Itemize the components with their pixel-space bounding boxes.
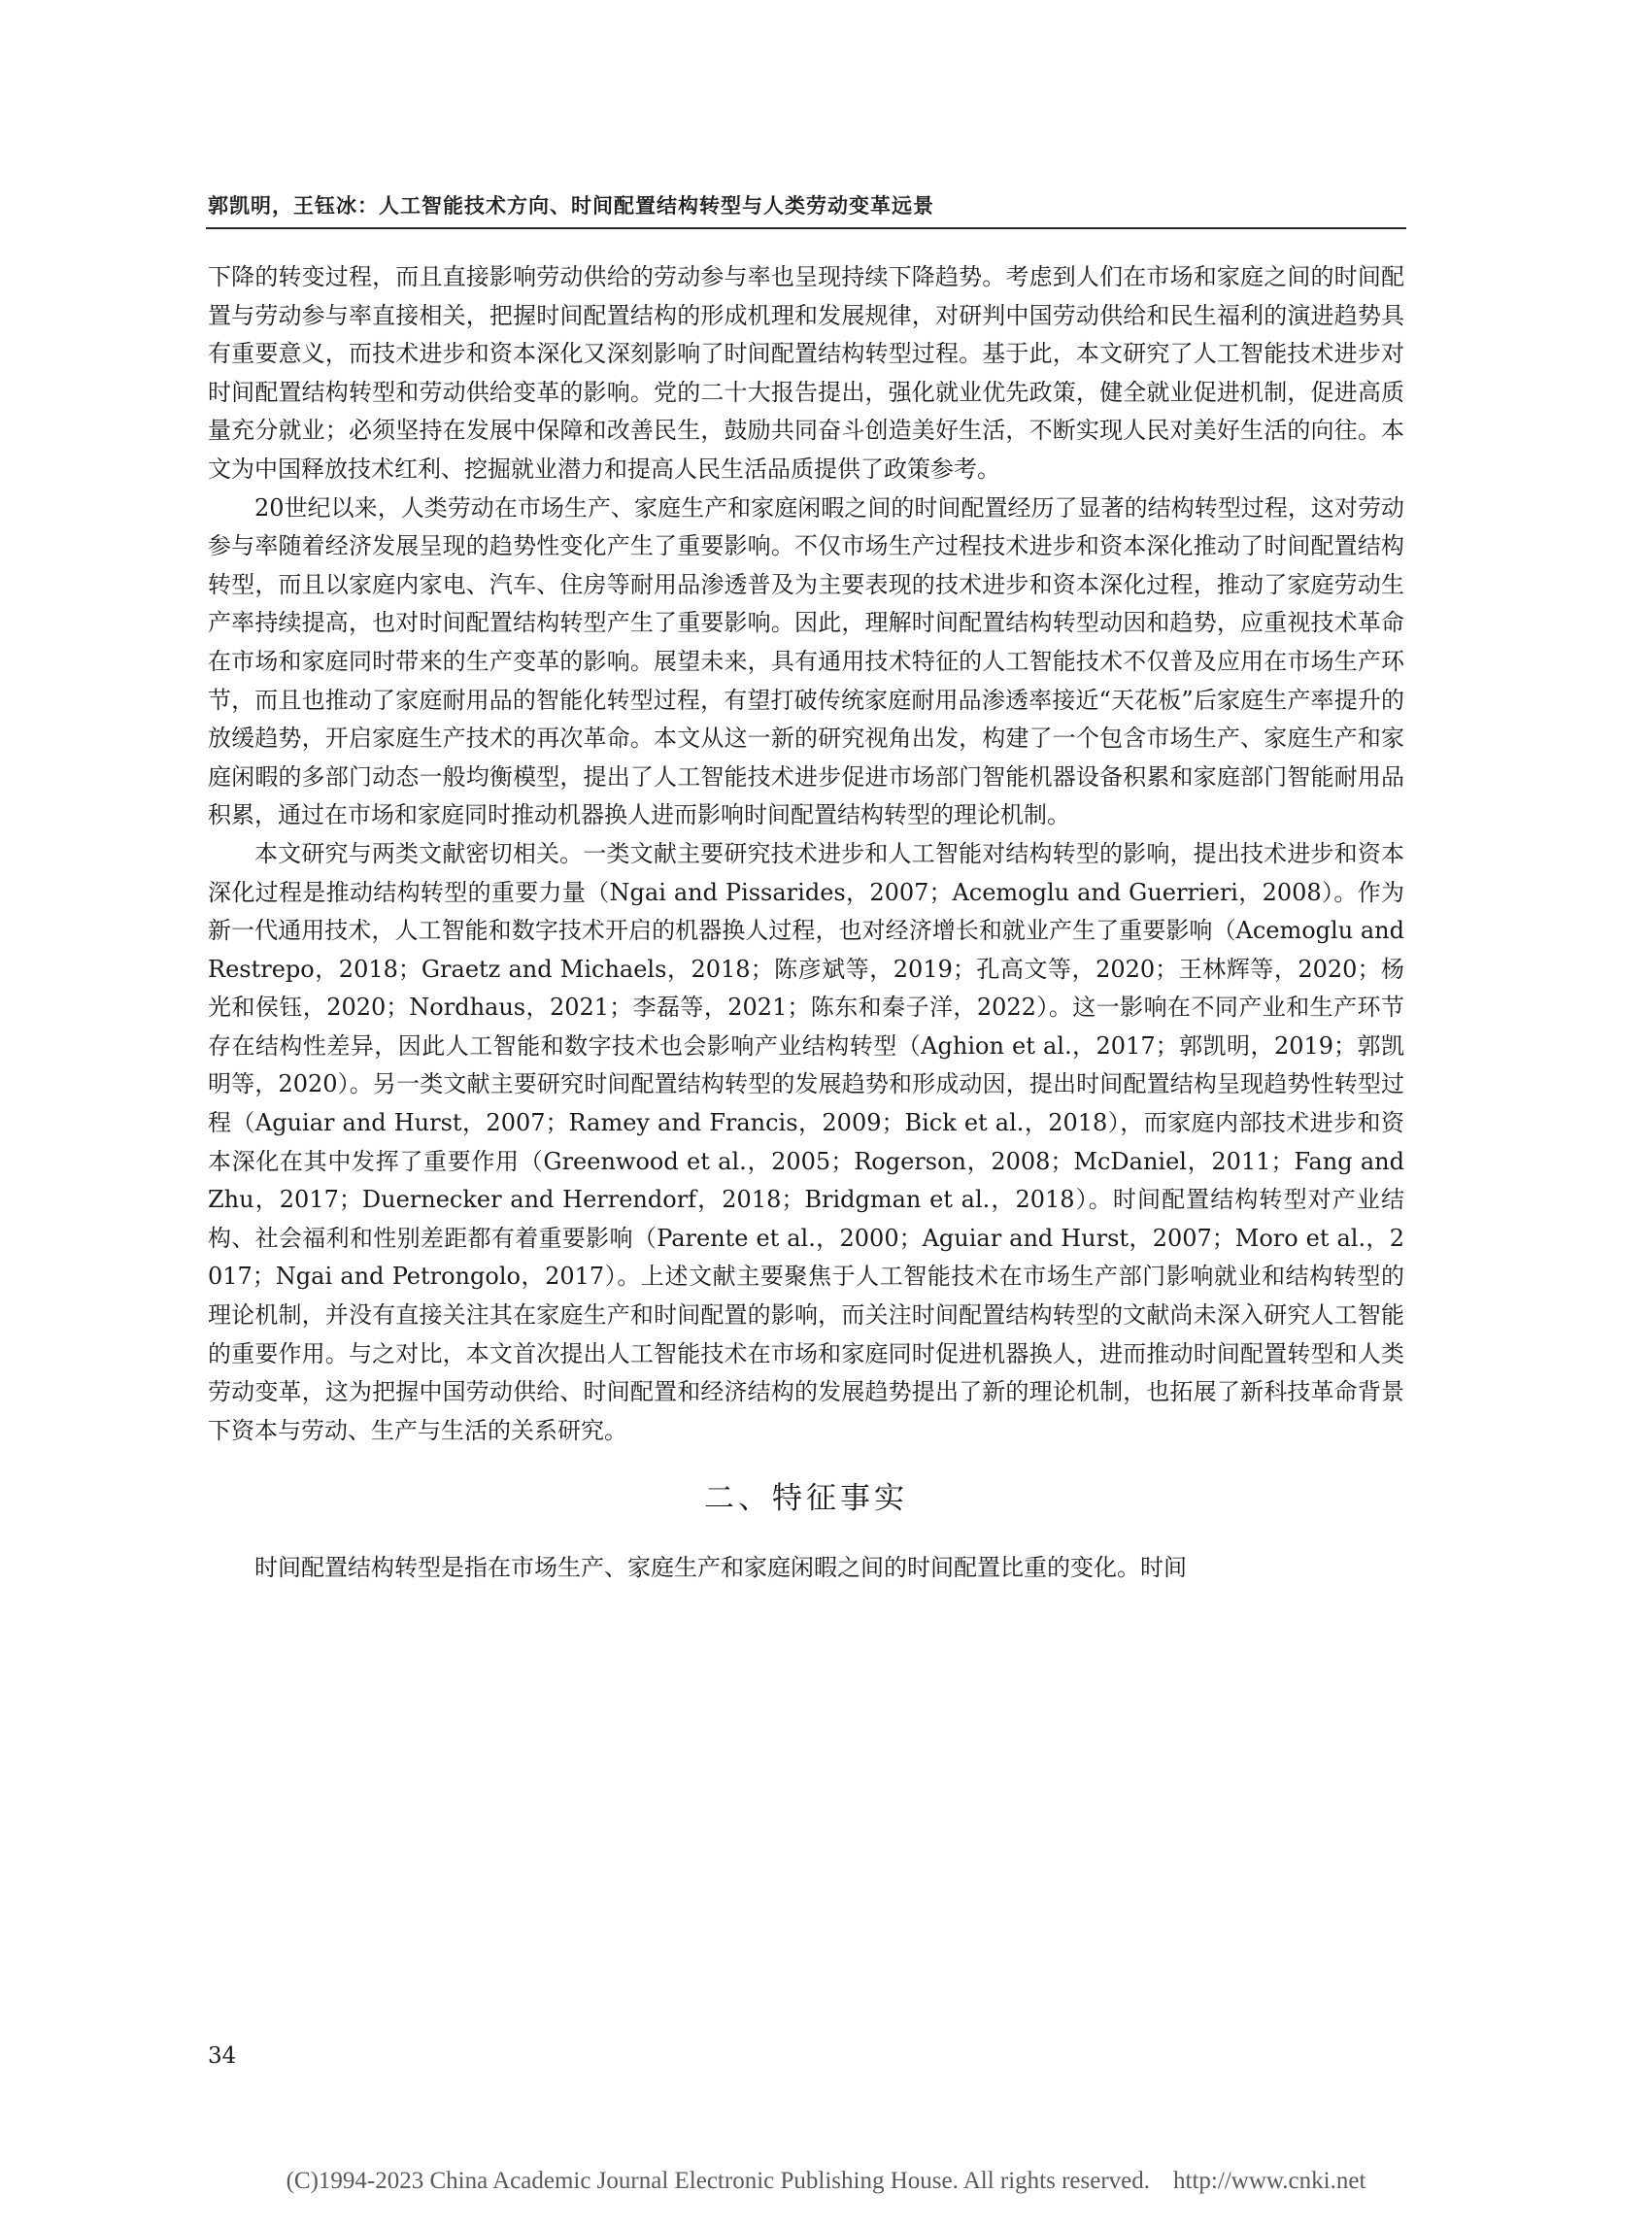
paragraph-literature: 本文研究与两类文献密切相关。一类文献主要研究技术进步和人工智能对结构转型的影响，提出技术进步和资本深化过程是推动结构转型的重要力量（Ngai and Pissarides，2007；Acemoglu and Guerrieri，2008）。作为新一代通用技术，人工智能和数字技术开启的机器换人过程，也对经济增长和就业产生了重要影响（Acemoglu and Restrepo，2018；Graetz and Michaels，2018；陈彦斌等，2019；孔高文等，2020；王林辉等，2020；杨光和侯钰，2020；Nordhaus，2021；李磊等，2021；陈东和秦子洋，2022）。这一影响在不同产业和生产环节存在结构性差异，因此人工智能和数字技术也会影响产业结构转型（Aghion et al.，2017；郭凯明，2019；郭凯明等，2020）。另一类文献主要研究时间配置结构转型的发展趋势和形成动因，提出时间配置结构呈现趋势性转型过程（Aguiar and Hurst，2007；Ramey and Francis，2009；Bick et al.，2018），而家庭内部技术进步和资本深化在其中发挥了重要作用（Greenwood et al.，2005；Rogerson，2008；McDaniel，2011；Fang and Zhu，2017；Duernecker and Herrendorf，2018；Bridgman et al.，2018）。时间配置结构转型对产业结构、社会福利和性别差距都有着重要影响（Parente et al.，2000；Aguiar and Hurst，2007；Moro et al.，2017；Ngai and Petrongolo，2017）。上述文献主要聚焦于人工智能技术在市场生产部门影响就业和结构转型的理论机制，并没有直接关注其在家庭生产和时间配置的影响，而关注时间配置结构转型的文献尚未深入研究人工智能的重要作用。与之对比，本文首次提出人工智能技术在市场和家庭同时促进机器换人，进而推动时间配置转型和人类劳动变革，这为把握中国劳动供给、时间配置和经济结构的发展趋势提出了新的理论机制，也拓展了新科技革命背景下资本与劳动、生产与生活的关系研究。 bbox=[208, 839, 1404, 1444]
copyright-footer bbox=[0, 2168, 1652, 2195]
copyright-notice: (C)1994-2023 China Academic Journal Electronic Publishing House. All rights reserved. bbox=[286, 2168, 1151, 2194]
site-url-link[interactable]: http://www.cnki.net bbox=[1173, 2168, 1366, 2194]
header-rule bbox=[206, 227, 1406, 229]
article-body bbox=[208, 258, 1404, 1588]
section-heading: 二、特征事实 bbox=[704, 1481, 908, 1517]
paragraph-continued: 下降的转变过程，而且直接影响劳动供给的劳动参与率也呈现持续下降趋势。考虑到人们在市场和家庭之间的时间配置与劳动参与率直接相关，把握时间配置结构的形成机理和发展规律，对研判中国劳动供给和民生福利的演进趋势具有重要意义，而技术进步和资本深化又深刻影响了时间配置结构转型过程。基于此，本文研究了人工智能技术进步对时间配置结构转型和劳动供给变革的影响。党的二十大报告提出，强化就业优先政策，健全就业促进机制，促进高质量充分就业；必须坚持在发展中保障和改善民生，鼓励共同奋斗创造美好生活，不断实现人民对美好生活的向往。本文为中国释放技术红利、挖掘就业潜力和提高人民生活品质提供了政策参考。 bbox=[208, 263, 1404, 483]
page-number: 34 bbox=[208, 2043, 237, 2069]
paragraph-background: 20世纪以来，人类劳动在市场生产、家庭生产和家庭闲暇之间的时间配置经历了显著的结构转型过程，这对劳动参与率随着经济发展呈现的趋势性变化产生了重要影响。不仅市场生产过程技术进步和资本深化推动了时间配置结构转型，而且以家庭内家电、汽车、住房等耐用品渗透普及为主要表现的技术进步和资本深化过程，推动了家庭劳动生产率持续提高，也对时间配置结构转型产生了重要影响。因此，理解时间配置结构转型动因和趋势，应重视技术革命在市场和家庭同时带来的生产变革的影响。展望未来，具有通用技术特征的人工智能技术不仅普及应用在市场生产环节，而且也推动了家庭耐用品的智能化转型过程，有望打破传统家庭耐用品渗透率接近“天花板”后家庭生产率提升的放缓趋势，开启家庭生产技术的再次革命。本文从这一新的研究视角出发，构建了一个包含市场生产、家庭生产和家庭闲暇的多部门动态一般均衡模型，提出了人工智能技术进步促进市场部门智能机器设备积累和家庭部门智能耐用品积累，通过在市场和家庭同时推动机器换人进而影响时间配置结构转型的理论机制。 bbox=[208, 493, 1404, 829]
running-header: 郭凯明，王钰冰：人工智能技术方向、时间配置结构转型与人类劳动变革远景 bbox=[208, 194, 934, 218]
paragraph-section-start: 时间配置结构转型是指在市场生产、家庭生产和家庭闲暇之间的时间配置比重的变化。时间 bbox=[254, 1554, 1187, 1582]
